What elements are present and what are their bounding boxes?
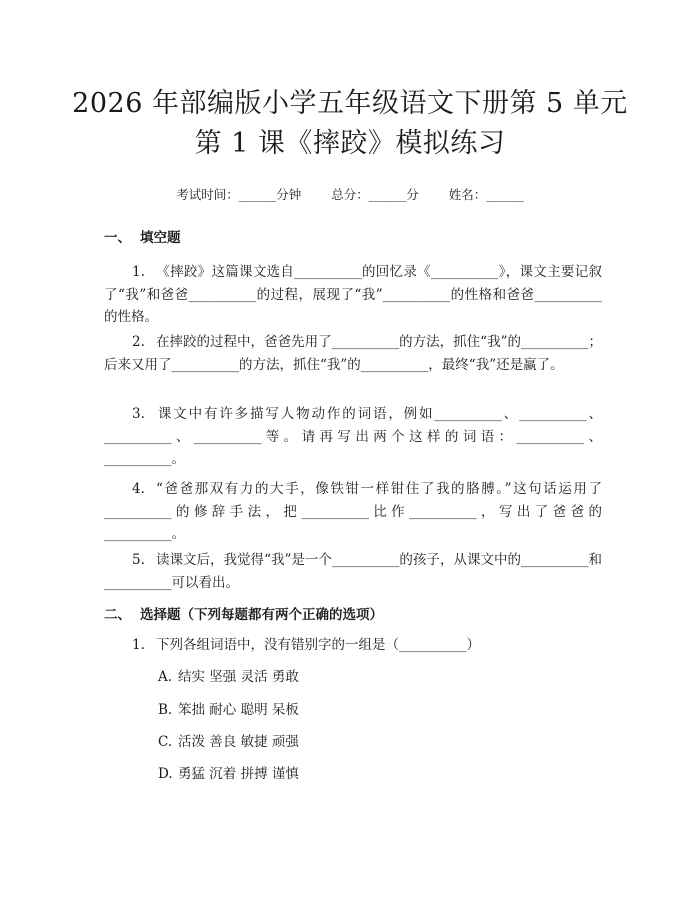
question-item [104, 331, 602, 376]
title-line-1: 2026 年部编版小学五年级语文下册第 5 单元 [72, 88, 628, 119]
question-number: 3. [132, 406, 145, 422]
option-letter: A. [158, 669, 173, 685]
choice-question [104, 634, 602, 656]
title-line-2: 第 1 课《摔跤》模拟练习 [194, 128, 506, 159]
question-text: “爸爸那双有力的大手，像铁钳一样钳住了我的胳膊。”这句话运用了__________的修辞手法，把__________比作__________，写出了爸爸的__________。 [104, 481, 602, 542]
question-text: 下列各组词语中，没有错别字的一组是（__________） [156, 637, 480, 653]
option-letter: C. [158, 734, 173, 750]
section-2-heading [104, 605, 602, 625]
question-text: 《摔跤》这篇课文选自__________的回忆录《__________》，课文主要记叙了“我”和爸爸__________的过程，展现了“我”__________的性格和爸爸__________的性格。 [104, 264, 602, 325]
option-letter: B. [158, 702, 173, 718]
student-name: 姓名：______ [448, 187, 524, 202]
question-item [104, 403, 602, 471]
question-number: 1. [132, 264, 145, 280]
option-letter: D. [158, 766, 173, 782]
exam-meta [0, 185, 700, 203]
document-title [0, 0, 700, 164]
section-1-heading [104, 228, 602, 248]
option-text: 笨拙 耐心 聪明 呆板 [178, 702, 299, 718]
question-number: 1. [132, 637, 145, 653]
choice-option-b [104, 699, 602, 721]
question-number: 2. [132, 334, 145, 350]
option-text: 结实 坚强 灵活 勇敢 [178, 669, 299, 685]
section-2-number: 二、 [104, 607, 131, 623]
choice-option-d [104, 763, 602, 785]
question-text: 在摔跤的过程中，爸爸先用了__________的方法，抓住“我”的__________；后来又用了__________的方法，抓住“我”的__________，最终“我”还是赢了。 [104, 334, 602, 373]
option-text: 勇猛 沉着 拼搏 谨慎 [178, 766, 299, 782]
choice-option-a [104, 666, 602, 688]
question-text: 读课文后，我觉得“我”是一个__________的孩子，从课文中的__________和__________可以看出。 [104, 552, 602, 591]
choice-option-c [104, 731, 602, 753]
question-text: 课文中有许多描写人物动作的词语，例如__________、__________、__________、__________等。请再写出两个这样的词语：__________、__________。 [104, 406, 602, 467]
section-fill-blank [104, 228, 602, 248]
question-item [104, 261, 602, 329]
option-text: 活泼 善良 敏捷 顽强 [178, 734, 299, 750]
section-multiple-choice [104, 605, 602, 625]
question-item [104, 549, 602, 594]
question-number: 5. [132, 552, 145, 568]
question-item [104, 478, 602, 546]
section-2-title: 选择题（下列每题都有两个正确的选项） [140, 607, 383, 623]
exam-time: 考试时间：______分钟 [176, 187, 302, 202]
question-number: 4. [132, 481, 145, 497]
section-1-title: 填空题 [140, 230, 181, 246]
exam-score: 总分：______分 [331, 187, 419, 202]
section-1-number: 一、 [104, 230, 131, 246]
